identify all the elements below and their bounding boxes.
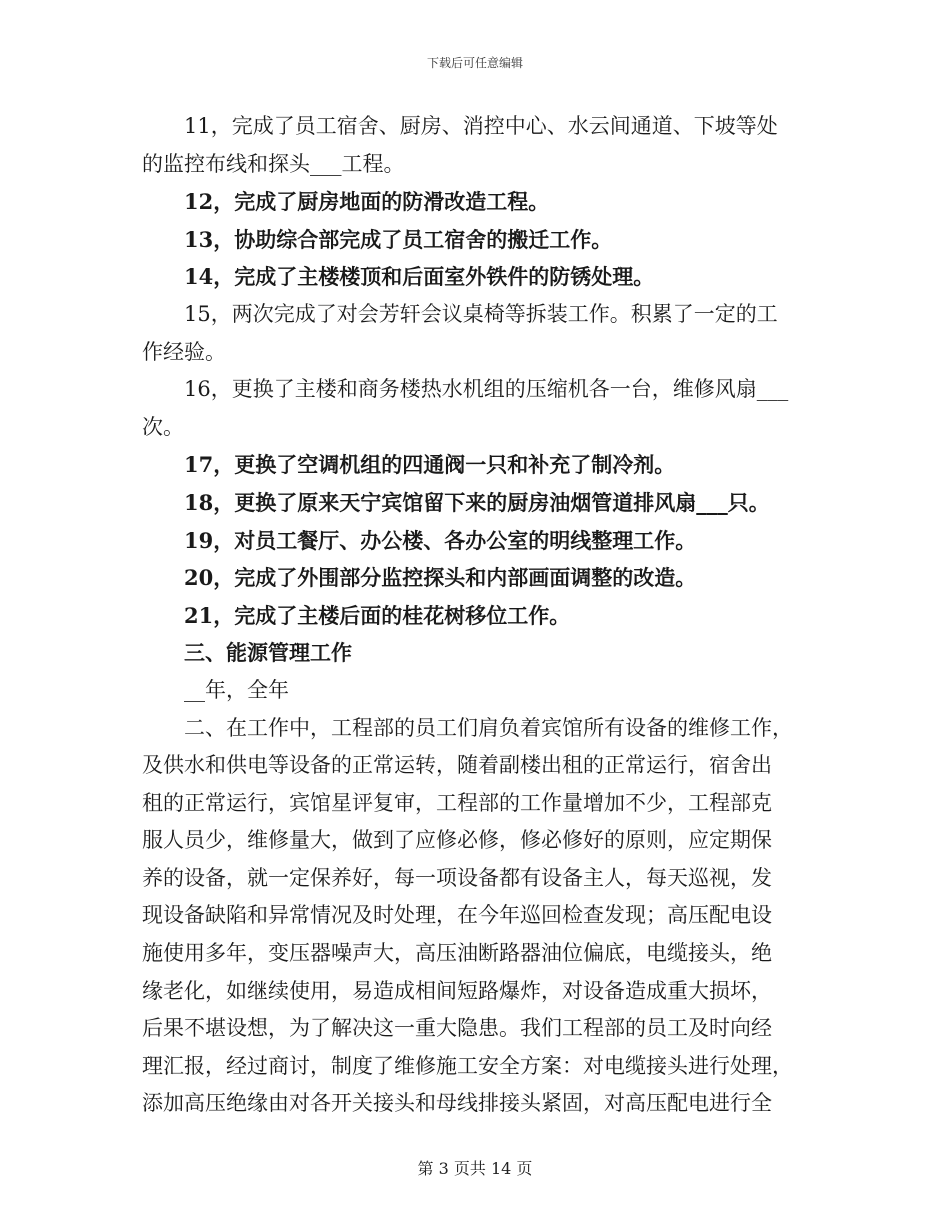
year-line: __年，全年 (184, 677, 289, 702)
item-16-line-2: 次。 (142, 414, 184, 439)
document-body (142, 108, 808, 1123)
paragraph-line: 二、在工作中，工程部的员工们肩负着宾馆所有设备的维修工作， (184, 715, 793, 740)
item-11-line-1: 11，完成了员工宿舍、厨房、消控中心、水云间通道、下坡等处 (184, 114, 778, 138)
item-20: 20，完成了外围部分监控探头和内部画面调整的改造。 (184, 565, 697, 591)
paragraph-line: 租的正常运行，宾馆星评复审，工程部的工作量增加不少，工程部克 (142, 790, 772, 815)
item-12: 12，完成了厨房地面的防滑改造工程。 (184, 189, 550, 215)
page-header: 下载后可任意编辑 (426, 56, 523, 70)
section-heading: 三、能源管理工作 (184, 640, 352, 666)
item-19: 19，对员工餐厅、办公楼、各办公室的明线整理工作。 (184, 527, 697, 553)
item-13: 13，协助综合部完成了员工宿舍的搬迁工作。 (184, 226, 613, 252)
page-footer: 第 3 页共 14 页 (417, 1159, 533, 1178)
paragraph-line: 理汇报，经过商讨，制度了维修施工安全方案：对电缆接头进行处理， (142, 1053, 793, 1078)
paragraph-line: 及供水和供电等设备的正常运转，随着副楼出租的正常运行，宿舍出 (142, 753, 772, 778)
item-11-line-2: 的监控布线和探头___工程。 (142, 151, 405, 176)
item-14: 14，完成了主楼楼顶和后面室外铁件的防锈处理。 (184, 264, 655, 290)
item-15-line-2: 作经验。 (142, 339, 226, 364)
paragraph-line: 后果不堪设想，为了解决这一重大隐患。我们工程部的员工及时向经 (142, 1016, 772, 1041)
paragraph-line: 添加高压绝缘由对各开关接头和母线排接头紧固，对高压配电进行全 (142, 1091, 772, 1116)
item-16-line-1: 16，更换了主楼和商务楼热水机组的压缩机各一台，维修风扇___ (184, 377, 789, 402)
paragraph-line: 缘老化，如继续使用，易造成相间短路爆炸，对设备造成重大损坏， (142, 978, 772, 1003)
item-18: 18，更换了原来天宁宾馆留下来的厨房油烟管道排风扇___只。 (184, 489, 770, 515)
item-21: 21，完成了主楼后面的桂花树移位工作。 (184, 602, 571, 628)
item-17: 17，更换了空调机组的四通阀一只和补充了制冷剂。 (184, 452, 676, 478)
item-15-line-1: 15，两次完成了对会芳轩会议桌椅等拆装工作。积累了一定的工 (184, 301, 778, 326)
paragraph-line: 现设备缺陷和异常情况及时处理，在今年巡回检查发现；高压配电设 (142, 903, 772, 928)
paragraph-line: 施使用多年，变压器噪声大，高压油断路器油位偏底，电缆接头，绝 (142, 941, 772, 966)
paragraph-line: 服人员少，维修量大，做到了应修必修，修必修好的原则，应定期保 (142, 828, 772, 853)
paragraph-line: 养的设备，就一定保养好，每一项设备都有设备主人，每天巡视，发 (142, 865, 772, 890)
